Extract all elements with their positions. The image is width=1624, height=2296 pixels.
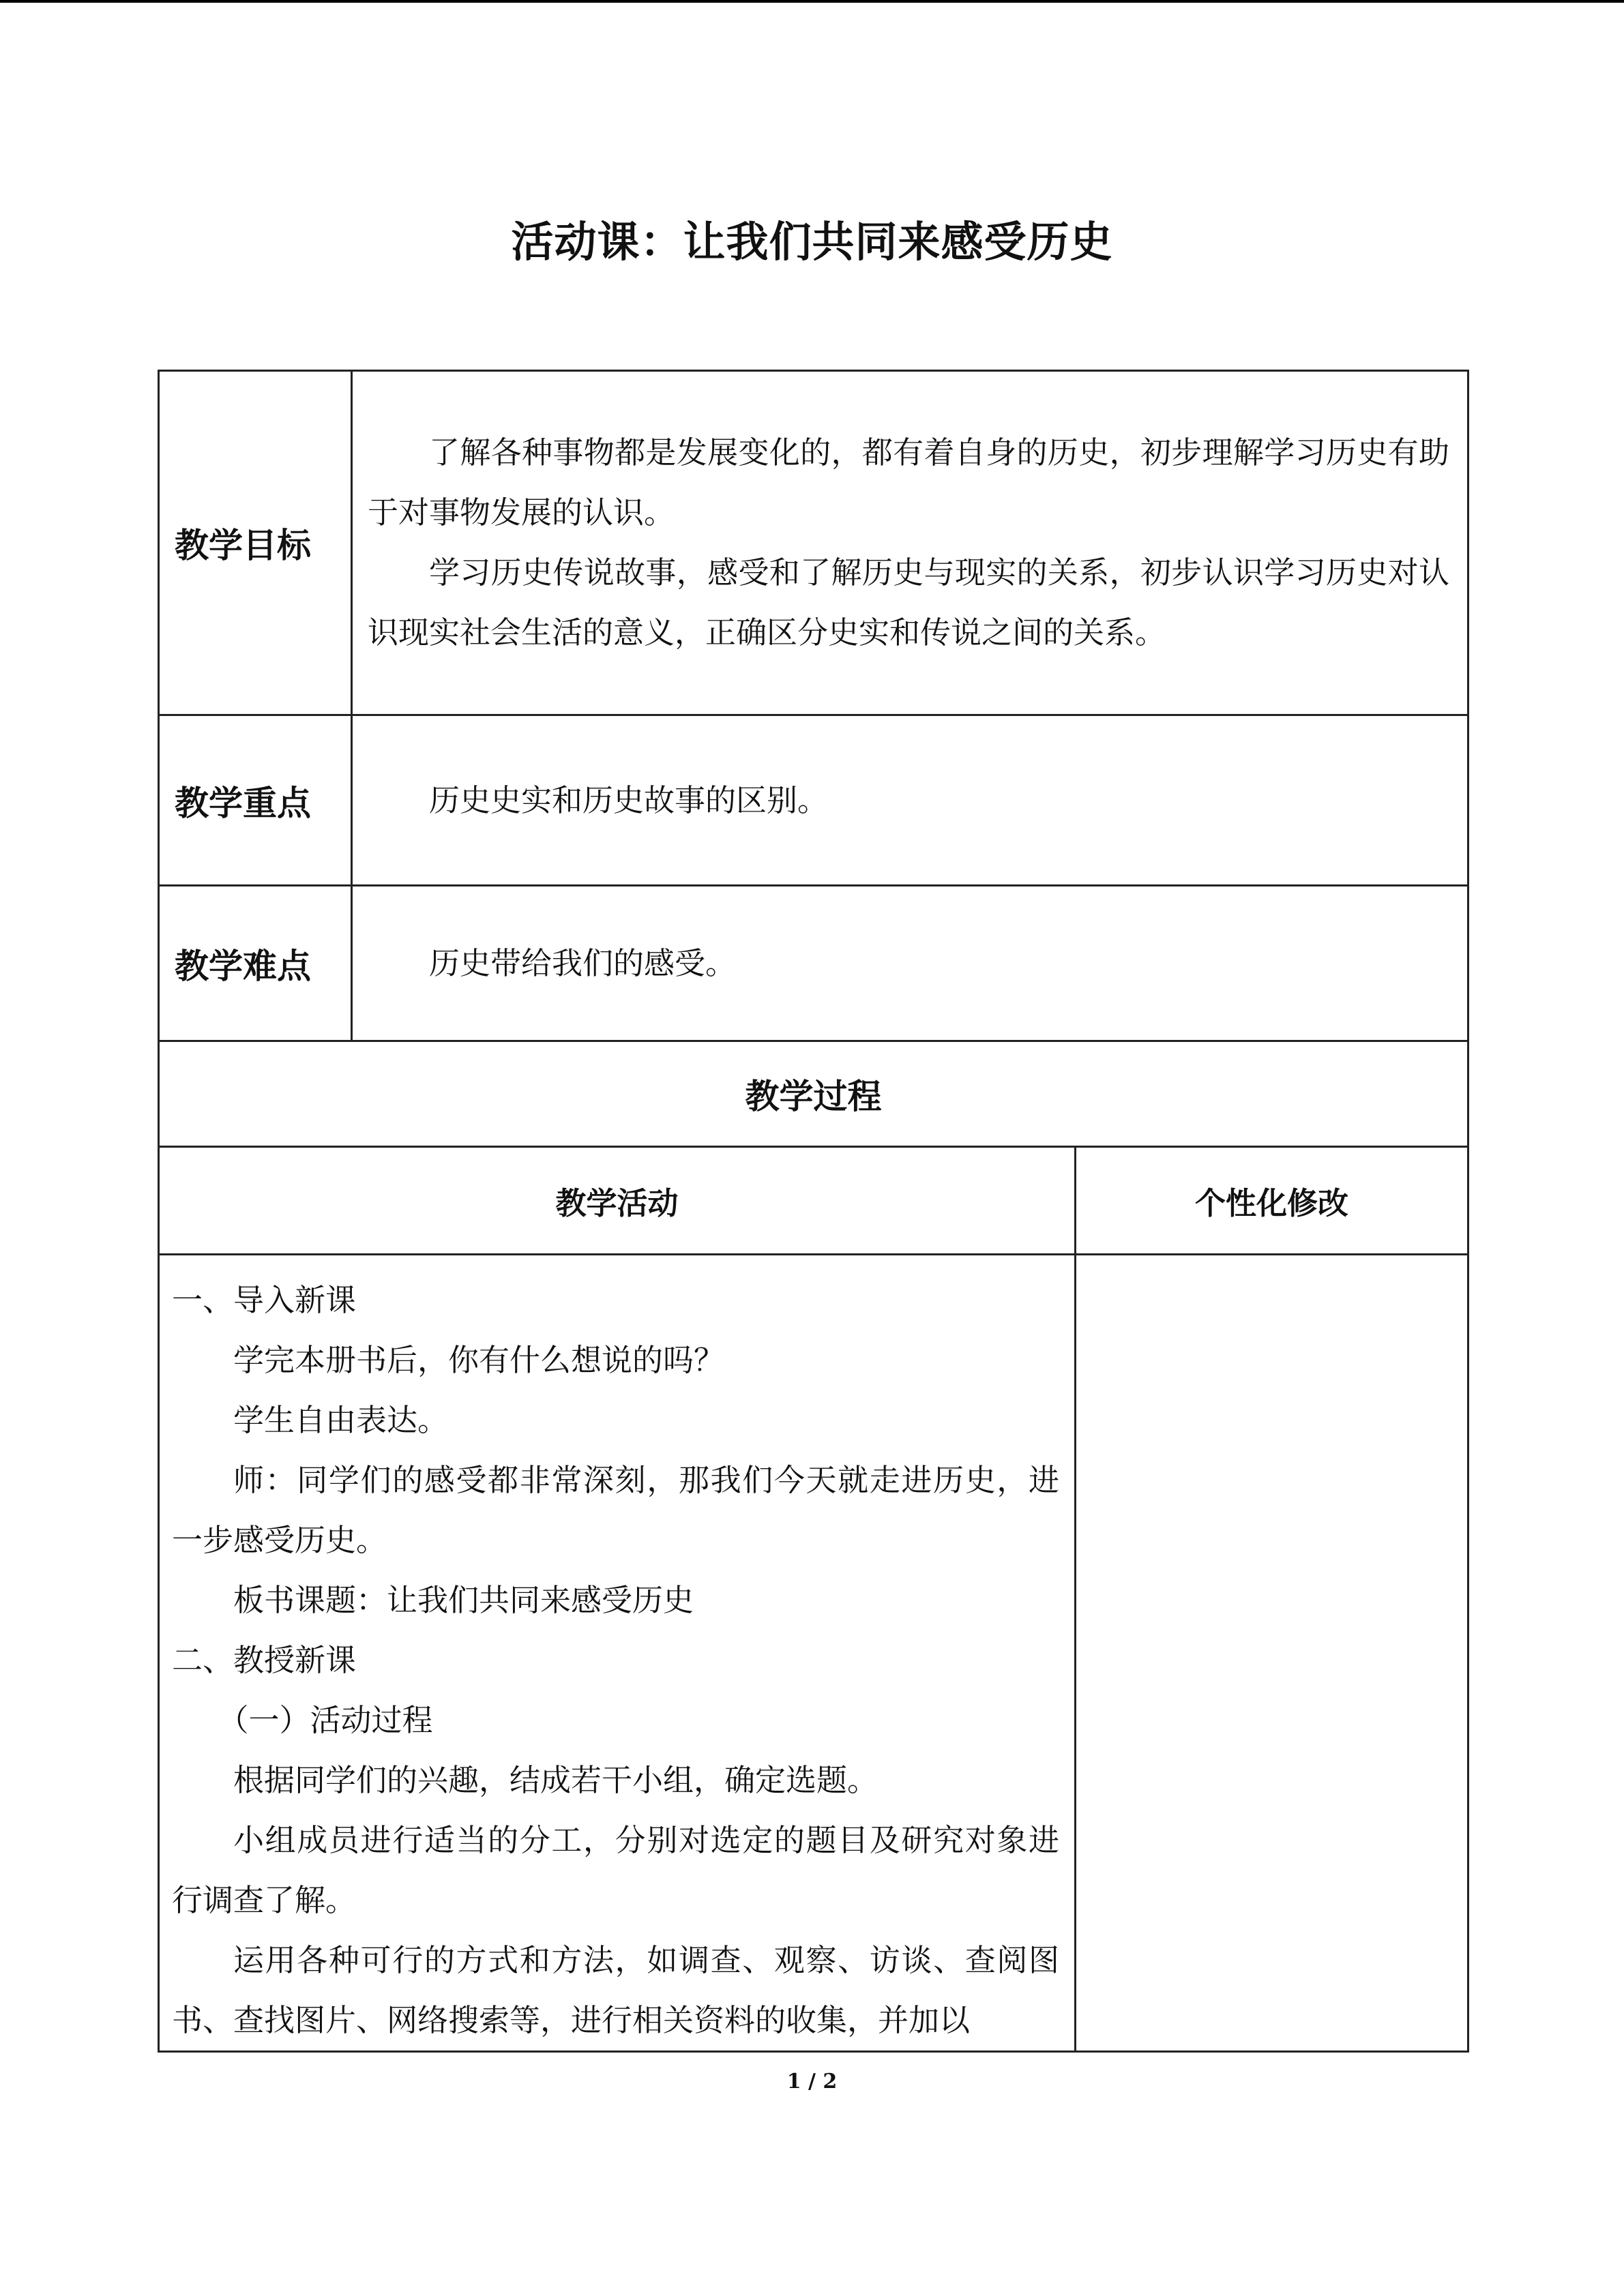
difficulty-content bbox=[352, 886, 1468, 1041]
process-line: 学生自由表达。 bbox=[233, 1402, 449, 1438]
modify-column-header: 个性化修改 bbox=[1076, 1147, 1468, 1255]
activity-content bbox=[159, 1255, 1076, 2052]
objectives-paragraph-1: 了解各种事物都是发展变化的，都有着自身的历史，初步理解学习历史有助于对事物发展的认识。 bbox=[368, 434, 1450, 531]
key-point-row bbox=[159, 715, 1468, 886]
key-point-label: 教学重点 bbox=[159, 715, 352, 886]
process-line: 学完本册书后，你有什么想说的吗？ bbox=[233, 1342, 725, 1378]
process-line: 师：同学们的感受都非常深刻，那我们今天就走进历史，进一步感受历史。 bbox=[172, 1462, 1059, 1558]
objectives-label: 教学目标 bbox=[159, 371, 352, 715]
key-point-content bbox=[352, 715, 1468, 886]
objectives-row bbox=[159, 371, 1468, 715]
objectives-content bbox=[352, 371, 1468, 715]
difficulty-row bbox=[159, 886, 1468, 1041]
difficulty-text: 历史带给我们的感受。 bbox=[429, 944, 737, 981]
difficulty-label: 教学难点 bbox=[159, 886, 352, 1041]
modify-content-empty bbox=[1076, 1255, 1468, 2052]
process-column-header-row bbox=[159, 1147, 1468, 1255]
process-line: 板书课题：让我们共同来感受历史 bbox=[233, 1582, 694, 1618]
process-heading: 教学过程 bbox=[159, 1041, 1468, 1147]
process-line: 根据同学们的兴趣，结成若干小组，确定选题。 bbox=[233, 1762, 879, 1798]
process-line: 小组成员进行适当的分工，分别对选定的题目及研究对象进行调查了解。 bbox=[172, 1822, 1059, 1918]
process-line: 二、教授新课 bbox=[172, 1642, 357, 1678]
top-border-line bbox=[0, 0, 1624, 3]
process-body-row bbox=[159, 1255, 1468, 2052]
process-line: （一）活动过程 bbox=[218, 1702, 433, 1738]
process-line: 运用各种可行的方式和方法，如调查、观察、访谈、查阅图书、查找图片、网络搜索等，进行相关资料的收集，并加以 bbox=[172, 1942, 1059, 2038]
key-point-text: 历史史实和历史故事的区别。 bbox=[429, 781, 829, 818]
lesson-plan-table bbox=[158, 370, 1469, 2053]
page-title: 活动课：让我们共同来感受历史 bbox=[511, 217, 1113, 267]
process-line: 一、导入新课 bbox=[172, 1282, 357, 1318]
page-number: 1 / 2 bbox=[786, 2070, 838, 2093]
activity-column-header: 教学活动 bbox=[159, 1147, 1076, 1255]
objectives-paragraph-2: 学习历史传说故事，感受和了解历史与现实的关系，初步认识学习历史对认识现实社会生活的意义，正确区分史实和传说之间的关系。 bbox=[368, 554, 1450, 651]
process-heading-row bbox=[159, 1041, 1468, 1147]
